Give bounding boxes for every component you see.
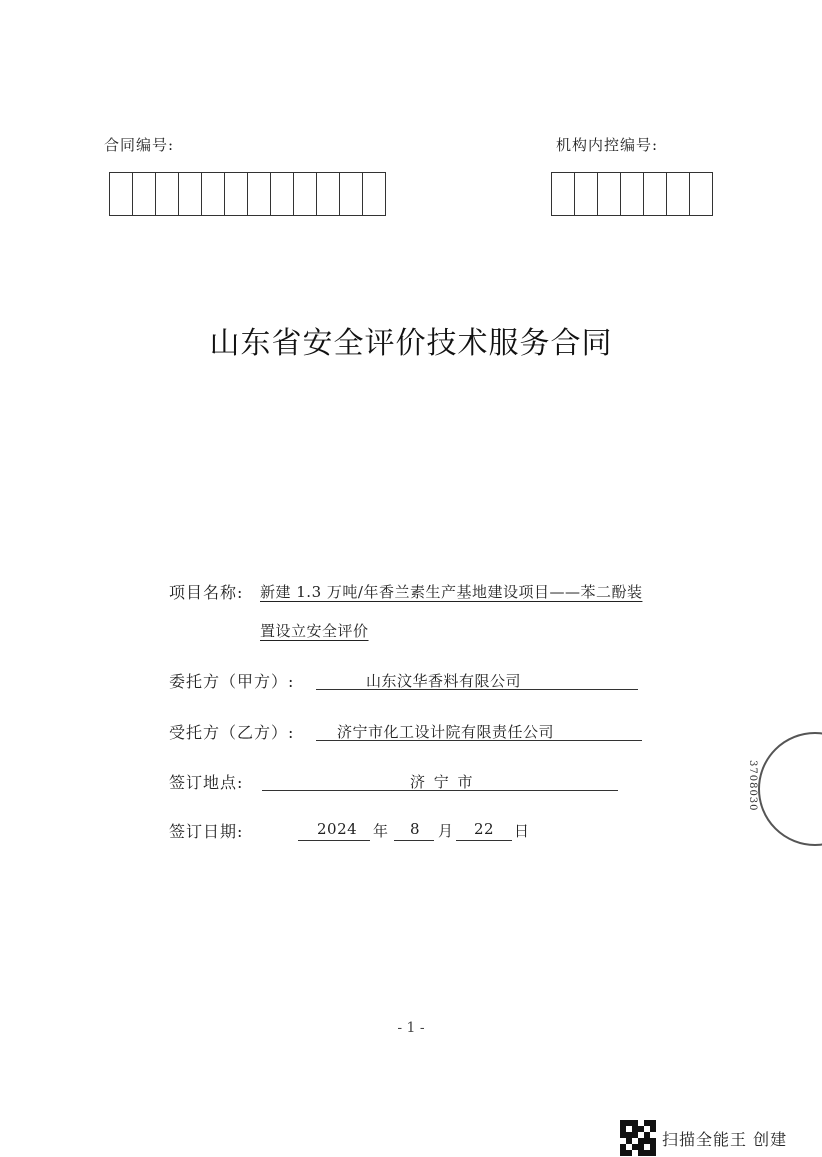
signing-location-label: 签订地点: [169,773,244,792]
scanner-watermark [620,1120,787,1156]
signing-location-value: 济 宁 市 [410,773,475,791]
project-name-label: 项目名称: [169,583,244,602]
internal-control-number-label: 机构内控编号: [556,136,659,154]
digit-box [340,173,363,215]
digit-box [667,173,690,215]
digit-box [248,173,271,215]
digit-box [575,173,598,215]
date-day-unit: 日 [514,822,530,840]
digit-box [552,173,575,215]
page-number: - 1 - [397,1020,425,1036]
contract-number-label: 合同编号: [104,136,175,154]
digit-box [598,173,621,215]
contractor-value: 济宁市化工设计院有限责任公司 [337,723,555,741]
digit-box [202,173,225,215]
seal-number-text: 3708030 [747,760,758,812]
contract-title: 山东省安全评价技术服务合同 [209,326,613,361]
digit-box [644,173,667,215]
date-year-value: 2024 [317,820,358,838]
official-seal [758,732,822,846]
signing-date-label: 签订日期: [169,822,244,841]
date-day-value: 22 [474,820,495,838]
digit-box [133,173,156,215]
internal-control-number-boxes [551,172,713,216]
digit-box [225,173,248,215]
digit-box [294,173,317,215]
client-label: 委托方（甲方）: [169,672,295,691]
date-month-unit: 月 [438,822,454,840]
digit-box [179,173,202,215]
digit-box [621,173,644,215]
client-value: 山东汶华香料有限公司 [366,672,522,690]
qr-code-icon [620,1120,656,1156]
digit-box [363,173,385,215]
digit-box [271,173,294,215]
digit-box [156,173,179,215]
project-name-value-line2: 置设立安全评价 [260,622,369,640]
digit-box [690,173,712,215]
digit-box [110,173,133,215]
contractor-label: 受托方（乙方）: [169,723,295,742]
watermark-text: 扫描全能王 创建 [662,1129,788,1149]
project-name-value-line1: 新建 1.3 万吨/年香兰素生产基地建设项目——苯二酚装 [260,583,643,601]
digit-box [317,173,340,215]
date-month-value: 8 [410,820,421,838]
contract-number-boxes [109,172,386,216]
date-year-unit: 年 [373,822,389,840]
